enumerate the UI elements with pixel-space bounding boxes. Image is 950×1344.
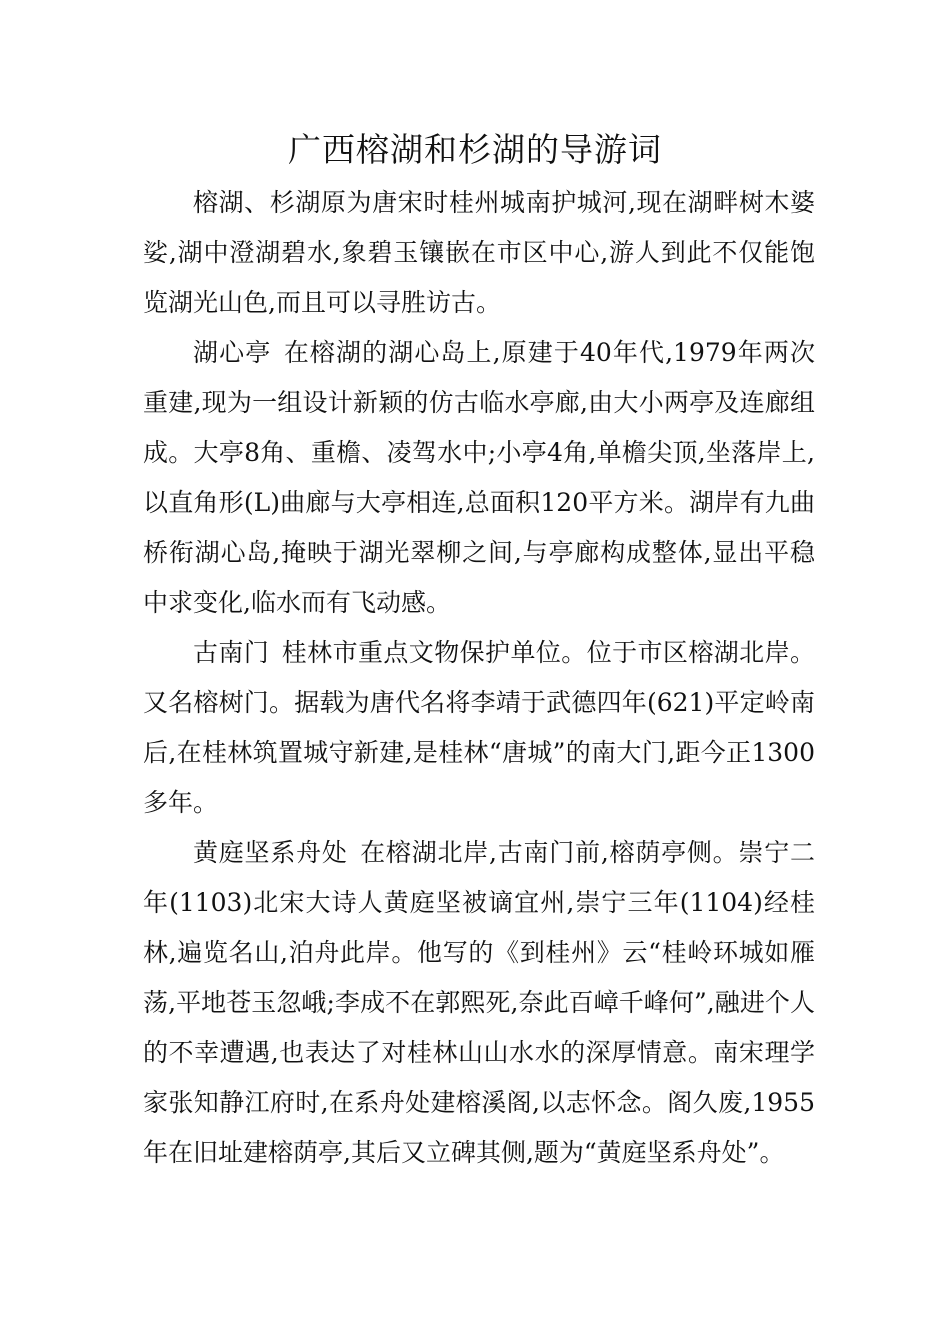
paragraph-intro	[143, 178, 815, 328]
paragraph-huangtingjian	[143, 828, 815, 1178]
paragraph-text: 在榕湖的湖心岛上,原建于40年代,1979年两次重建,现为一组设计新颖的仿古临水亭廊,由大小两亭及连廊组成。大亭8角、重檐、凌驾水中;小亭4角,单檐尖顶,坐落岸上,以直角形(L)曲廊与大亭相连,总面积120平方米。湖岸有九曲桥衔湖心岛,掩映于湖光翠柳之间,与亭廊构成整体,显出平稳中求变化,临水而有飞动感。	[143, 338, 815, 617]
paragraph-heading: 古南门	[193, 638, 270, 667]
paragraph-text: 在榕湖北岸,古南门前,榕荫亭侧。崇宁二年(1103)北宋大诗人黄庭坚被谪宜州,崇宁三年(1104)经桂林,遍览名山,泊舟此岸。他写的《到桂州》云“桂岭环城如雁荡,平地苍玉忽峨;李成不在郭熙死,奈此百嶂千峰何”,融进个人的不幸遭遇,也表达了对桂林山山水水的深厚情意。南宋理学家张知静江府时,在系舟处建榕溪阁,以志怀念。阁久废,1955年在旧址建榕荫亭,其后又立碑其侧,题为“黄庭坚系舟处”。	[143, 838, 815, 1167]
document-title: 广西榕湖和杉湖的导游词	[288, 130, 662, 169]
paragraph-text: 榕湖、杉湖原为唐宋时桂州城南护城河,现在湖畔树木婆娑,湖中澄湖碧水,象碧玉镶嵌在市区中心,游人到此不仅能饱览湖光山色,而且可以寻胜访古。	[143, 188, 815, 317]
paragraph-heading: 黄庭坚系舟处	[193, 838, 348, 867]
paragraph-huxinting	[143, 328, 815, 628]
paragraph-gunanmen	[143, 628, 815, 828]
paragraph-text: 桂林市重点文物保护单位。位于市区榕湖北岸。又名榕树门。据载为唐代名将李靖于武德四年(621)平定岭南后,在桂林筑置城守新建,是桂林“唐城”的南大门,距今正1300多年。	[143, 638, 815, 817]
document-body	[143, 178, 815, 1178]
paragraph-heading: 湖心亭	[193, 338, 272, 367]
